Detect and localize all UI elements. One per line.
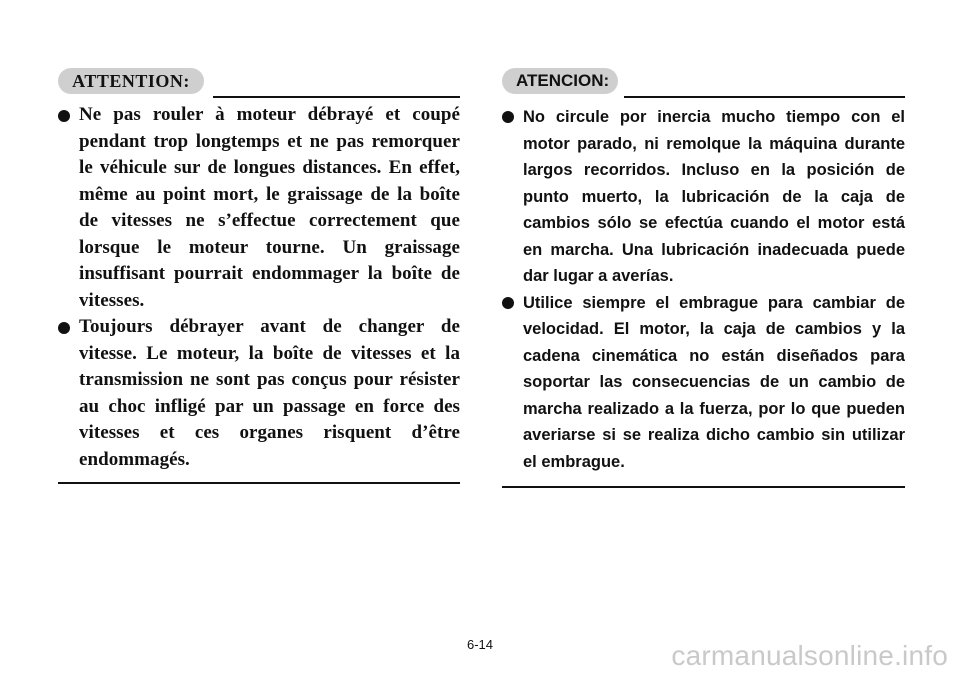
- bullet-text: Toujours débrayer avant de changer de vitesse. Le moteur, la boîte de vitesses et la transmission ne sont pas conçus pour résister au choc infligé par un passage en force des vitesses et ces organes risquent d’être endommagés.: [79, 316, 460, 470]
- list-item: [502, 104, 905, 290]
- french-caution-header: [58, 66, 460, 100]
- bullet-text: Utilice siempre el embrague para cambiar de velocidad. El motor, la caja de cambios y la cadena cinemática no están diseñados para soportar las consecuencias de un cambio de marcha realizado a la fuerza, por lo que pueden averiarse si se realiza dicho cambio sin utilizar el embrague.: [523, 293, 905, 471]
- bullet-text: No circule por inercia mucho tiempo con el motor parado, ni remolque la máquina durante largos recorridos. Incluso en la posición de punto muerto, la lubricación de la caja de cambios sólo se efectúa cuando el motor está en marcha. Una lubricación inadecuada puede dar lugar a averías.: [523, 108, 905, 285]
- bullet-icon: [58, 110, 70, 122]
- spanish-caution-section: [502, 66, 905, 488]
- french-bullet-list: [58, 102, 460, 473]
- spanish-caution-header: [502, 66, 905, 100]
- bullet-text: Ne pas rouler à moteur débrayé et coupé pendant trop longtemps et ne pas remorquer le véhicule sur de longues distances. En effet, même au point mort, le graissage de la boîte de vitesses ne s’effectue correctement que lorsque le moteur tourne. Un graissage insuffisant pourrait endommager la boîte de vitesses.: [79, 104, 460, 311]
- bullet-icon: [502, 111, 514, 123]
- french-closing-rule: [58, 482, 460, 484]
- french-header-rule: [213, 96, 460, 98]
- french-caution-label: ATTENTION:: [58, 68, 204, 94]
- page-number: 6-14: [466, 637, 494, 652]
- watermark: carmanualsonline.info: [671, 640, 948, 671]
- spanish-bullet-list: [502, 104, 905, 475]
- spanish-header-rule: [624, 96, 905, 98]
- spanish-closing-rule: [502, 486, 905, 488]
- list-item: [58, 314, 460, 473]
- french-caution-section: [58, 66, 460, 484]
- list-item: [58, 102, 460, 314]
- bullet-icon: [502, 297, 514, 309]
- list-item: [502, 290, 905, 476]
- bullet-icon: [58, 322, 70, 334]
- spanish-caution-label: ATENCION:: [502, 68, 618, 94]
